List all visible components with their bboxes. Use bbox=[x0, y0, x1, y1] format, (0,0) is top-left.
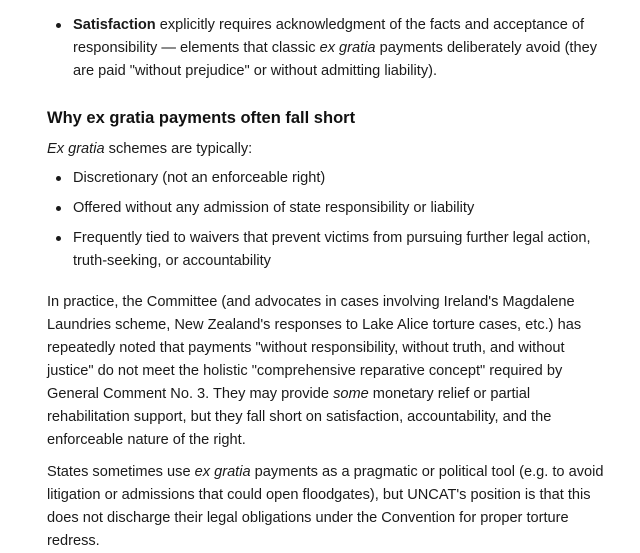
states-text-part2: payments as a pragmatic or political tool (e.g. to avoid litigation or admissions that could open floodgates), but UNCAT's position is that this does not discharge their legal obligations under the Convention for proper torture redress. bbox=[47, 464, 604, 549]
list-item: Frequently tied to waivers that prevent victims from pursuing further legal action, truth-seeking, or accountability bbox=[73, 227, 610, 273]
practice-text-part2: monetary relief or partial rehabilitation support, but they fall short on satisfaction, accountability, and the enforceable nature of the right. bbox=[47, 386, 552, 448]
satisfaction-list-item bbox=[73, 14, 610, 83]
states-text-part1: States sometimes use bbox=[47, 464, 195, 480]
practice-text-part1: In practice, the Committee (and advocates in cases involving Ireland's Magdalene Laundries scheme, New Zealand's responses to Lake Alice torture cases, etc.) has repeatedly noted that payments "without responsibility, without truth, and without justice" do not meet the holistic "comprehensive reparative concept" required by General Comment No. 3. They may provide bbox=[47, 294, 582, 402]
satisfaction-text-part1: explicitly requires acknowledgment of the facts and acceptance of responsibility — elements that classic bbox=[73, 17, 585, 56]
satisfaction-list bbox=[47, 14, 610, 83]
list-item: Offered without any admission of state responsibility or liability bbox=[73, 197, 610, 220]
intro-text: schemes are typically: bbox=[104, 141, 253, 157]
some-italic: some bbox=[333, 386, 369, 402]
intro-paragraph bbox=[47, 138, 610, 161]
states-paragraph bbox=[47, 461, 610, 553]
satisfaction-term: Satisfaction bbox=[73, 17, 156, 33]
ex-gratia-italic-2: ex gratia bbox=[194, 464, 251, 480]
ex-gratia-italic: ex gratia bbox=[319, 40, 376, 56]
practice-paragraph bbox=[47, 291, 610, 452]
characteristics-list bbox=[47, 167, 610, 273]
satisfaction-text-part2: payments deliberately avoid (they are paid "without prejudice" or without admitting liability). bbox=[73, 40, 598, 79]
section-heading: Why ex gratia payments often fall short bbox=[47, 109, 356, 127]
list-item: Discretionary (not an enforceable right) bbox=[73, 167, 610, 190]
intro-italic: Ex gratia bbox=[47, 141, 105, 157]
